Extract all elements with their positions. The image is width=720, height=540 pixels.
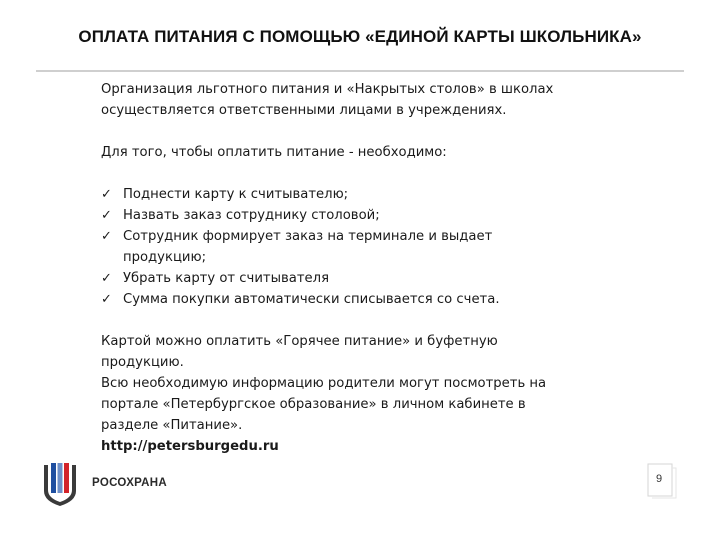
- portal-link[interactable]: http://petersburgedu.ru: [101, 439, 279, 454]
- outro-line-5: разделе «Питание».: [101, 418, 243, 433]
- checkmark-icon: ✓: [101, 292, 112, 307]
- spacer: [101, 121, 621, 142]
- outro-line-3: Всю необходимую информацию родители могут посмотреть на: [101, 376, 547, 391]
- checkmark-icon: ✓: [101, 208, 112, 223]
- slide-body: [101, 79, 621, 457]
- intro-line-1: Организация льготного питания и «Накрытых столов» в школах: [101, 82, 554, 97]
- step-text: Убрать карту от считывателя: [123, 271, 330, 286]
- shield-logo-icon: [42, 461, 78, 507]
- outro-line-2: продукцию.: [101, 355, 184, 370]
- step-text: Сумма покупки автоматически списывается со счета.: [123, 292, 500, 307]
- step-text: Назвать заказ сотруднику столовой;: [123, 208, 380, 223]
- checkmark-icon: ✓: [101, 229, 112, 244]
- list-item: [101, 289, 621, 310]
- list-item: [101, 226, 578, 268]
- list-item: [101, 205, 621, 226]
- logo-text: РОСОХРАНА: [92, 477, 167, 489]
- spacer: [101, 310, 621, 331]
- steps-list: [101, 184, 621, 310]
- rosohrana-logo: [42, 461, 202, 507]
- outro-line-4: портале «Петербургское образование» в личном кабинете в: [101, 397, 526, 412]
- page-number: 9: [655, 473, 663, 485]
- step-text: Сотрудник формирует заказ на терминале и выдает продукцию;: [123, 229, 493, 265]
- spacer: [101, 163, 621, 184]
- outro-line-1: Картой можно оплатить «Горячее питание» и буфетную: [101, 334, 498, 349]
- lead-text: Для того, чтобы оплатить питание - необходимо:: [101, 145, 447, 160]
- step-text: Поднести карту к считывателю;: [123, 187, 349, 202]
- checkmark-icon: ✓: [101, 187, 112, 202]
- intro-line-2: осуществляется ответственными лицами в учреждениях.: [101, 103, 507, 118]
- checkmark-icon: ✓: [101, 271, 112, 286]
- page-number-badge: [646, 462, 684, 500]
- list-item: [101, 268, 621, 289]
- list-item: [101, 184, 621, 205]
- slide-title: ОПЛАТА ПИТАНИЯ С ПОМОЩЬЮ «ЕДИНОЙ КАРТЫ ШКОЛЬНИКА»: [78, 27, 642, 46]
- title-divider: [36, 70, 684, 72]
